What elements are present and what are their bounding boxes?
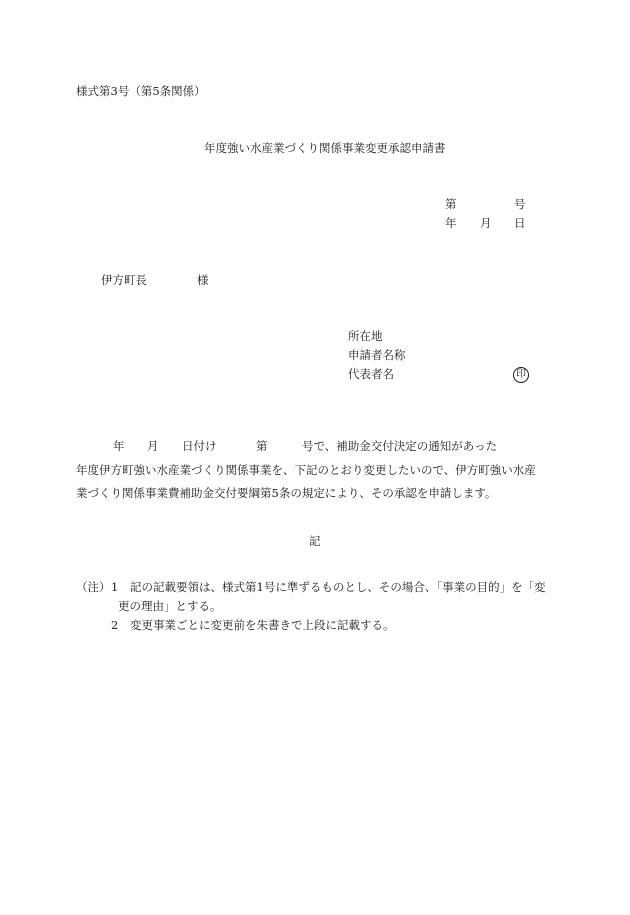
addressee-honorific: 様: [197, 273, 209, 287]
form-label: 様式第3号（第5条関係）: [76, 84, 206, 98]
note1-line1: 記の記載要領は、様式第1号に準ずるものとし、その場合、「事業の目的」を「変: [130, 580, 546, 594]
representative-label: 代表者名: [348, 367, 394, 381]
body-line1-dai: 第: [256, 439, 268, 453]
doc-number-dai: 第: [445, 197, 457, 211]
note2-number: 2: [111, 618, 119, 632]
body-line1-year: 年: [113, 439, 125, 453]
body-line1-dated: 日付け: [182, 439, 217, 453]
date-year: 年: [445, 216, 457, 230]
notes-label: （注）: [76, 580, 111, 594]
doc-number-go: 号: [514, 197, 526, 211]
note1-number: 1: [111, 580, 119, 594]
date-day: 日: [514, 216, 526, 230]
note2-line1: 変更事業ごとに変更前を朱書きで上段に記載する。: [130, 618, 395, 632]
body-line2: 年度伊方町強い水産業づくり関係事業を、下記のとおり変更したいので、伊方町強い水産: [76, 463, 536, 477]
document-title: 年度強い水産業づくり関係事業変更承認申請書: [204, 141, 446, 155]
date-month: 月: [480, 216, 492, 230]
body-line1-month: 月: [147, 439, 159, 453]
seal-mark: 印: [513, 367, 529, 383]
ki-heading: 記: [309, 534, 321, 548]
applicant-address-label: 所在地: [348, 329, 383, 343]
applicant-name-label: 申請者名称: [348, 348, 406, 362]
body-line3: 業づくり関係事業費補助金交付要綱第5条の規定により、その承認を申請します。: [76, 486, 497, 500]
body-line1-rest: 号で、補助金交付決定の通知があった: [302, 439, 498, 453]
note1-line2: 更の理由」とする。: [118, 599, 222, 613]
addressee-name: 伊方町長: [101, 273, 147, 287]
